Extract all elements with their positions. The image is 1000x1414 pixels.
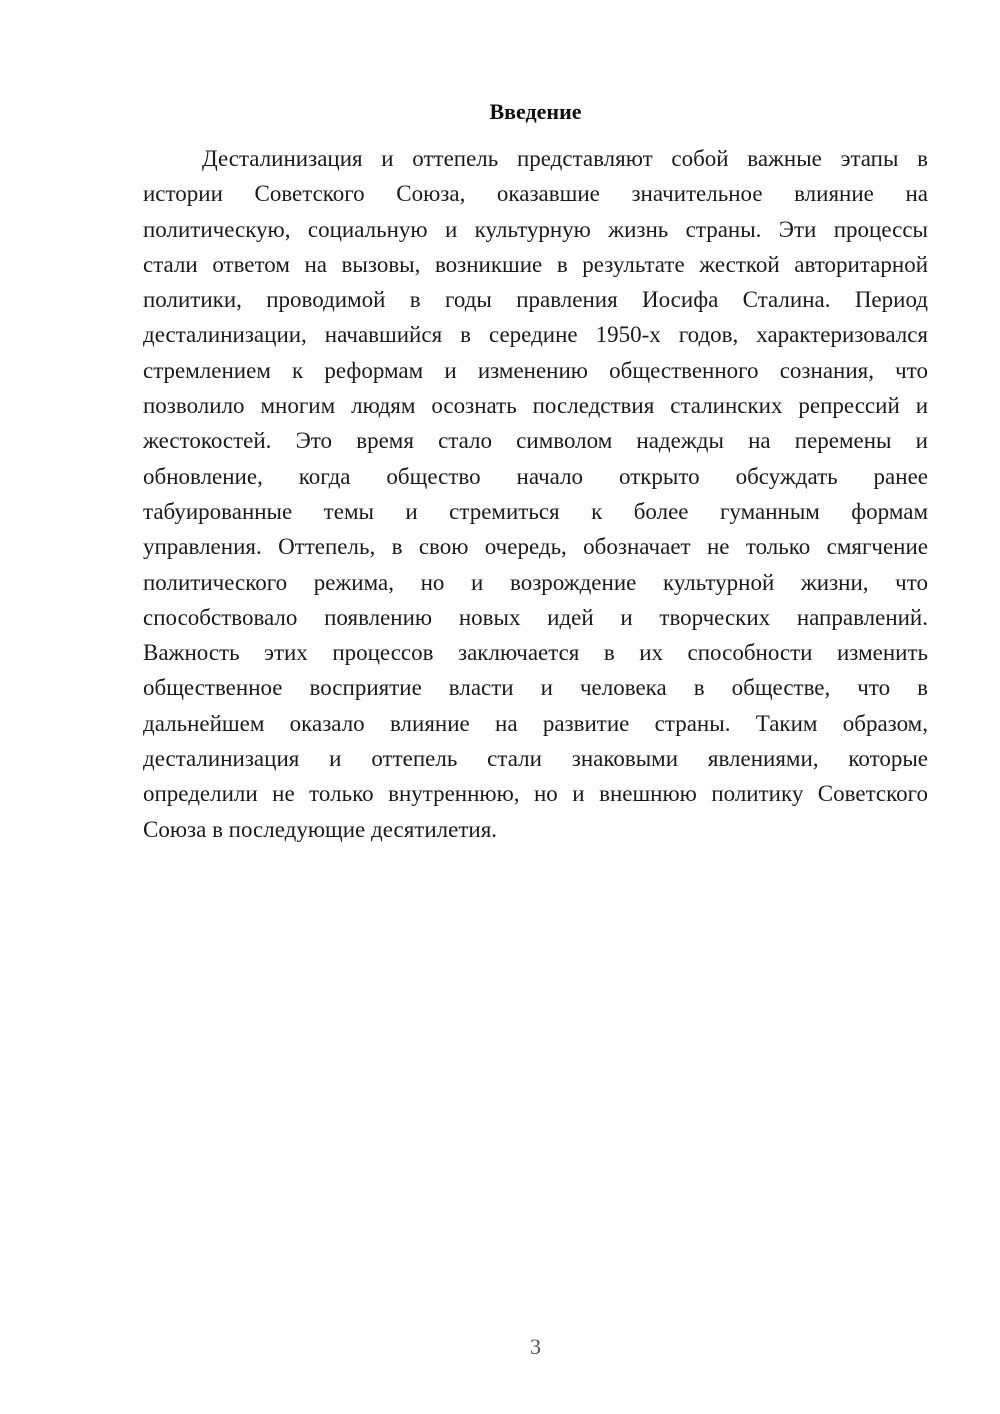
paragraph-line: десталинизация и оттепель стали знаковыми явлениями, которые xyxy=(143,746,928,772)
paragraph-line: Десталинизация и оттепель представляют собой важные этапы в xyxy=(202,146,928,171)
paragraph-line: управления. Оттепель, в свою очередь, обозначает не только смягчение xyxy=(143,534,928,560)
paragraph-line: табуированные темы и стремиться к более гуманным формам xyxy=(143,498,928,524)
paragraph-line: стали ответом на вызовы, возникшие в результате жесткой авторитарной xyxy=(143,251,928,277)
paragraph-line: Союза в последующие десятилетия. xyxy=(143,816,498,842)
paragraph-line: жестокостей. Это время стало символом надежды на перемены и xyxy=(143,428,928,454)
page-number: 3 xyxy=(530,1334,541,1359)
paragraph-line: политическую, социальную и культурную жизнь страны. Эти процессы xyxy=(143,216,928,242)
paragraph-line: определили не только внутреннюю, но и внешнюю политику Советского xyxy=(143,781,928,807)
paragraph-line: политики, проводимой в годы правления Иосифа Сталина. Период xyxy=(143,287,928,313)
paragraph-line: общественное восприятие власти и человека в обществе, что в xyxy=(143,675,928,701)
paragraph-line: истории Советского Союза, оказавшие значительное влияние на xyxy=(143,181,928,207)
paragraph-line: обновление, когда общество начало открыто обсуждать ранее xyxy=(143,463,928,489)
paragraph-line: десталинизации, начавшийся в середине 1950-х годов, характеризовался xyxy=(143,322,928,348)
paragraph-line: политического режима, но и возрождение культурной жизни, что xyxy=(143,569,928,595)
paragraph-line: Важность этих процессов заключается в их способности изменить xyxy=(143,640,928,666)
body-paragraph xyxy=(143,141,928,847)
paragraph-line: способствовало появлению новых идей и творческих направлений. xyxy=(143,604,928,630)
paragraph-line: стремлением к реформам и изменению общественного сознания, что xyxy=(143,357,928,383)
paragraph-line: дальнейшем оказало влияние на развитие страны. Таким образом, xyxy=(143,710,928,736)
section-heading: Введение xyxy=(489,99,582,124)
paragraph-line: позволило многим людям осознать последствия сталинских репрессий и xyxy=(143,393,928,419)
